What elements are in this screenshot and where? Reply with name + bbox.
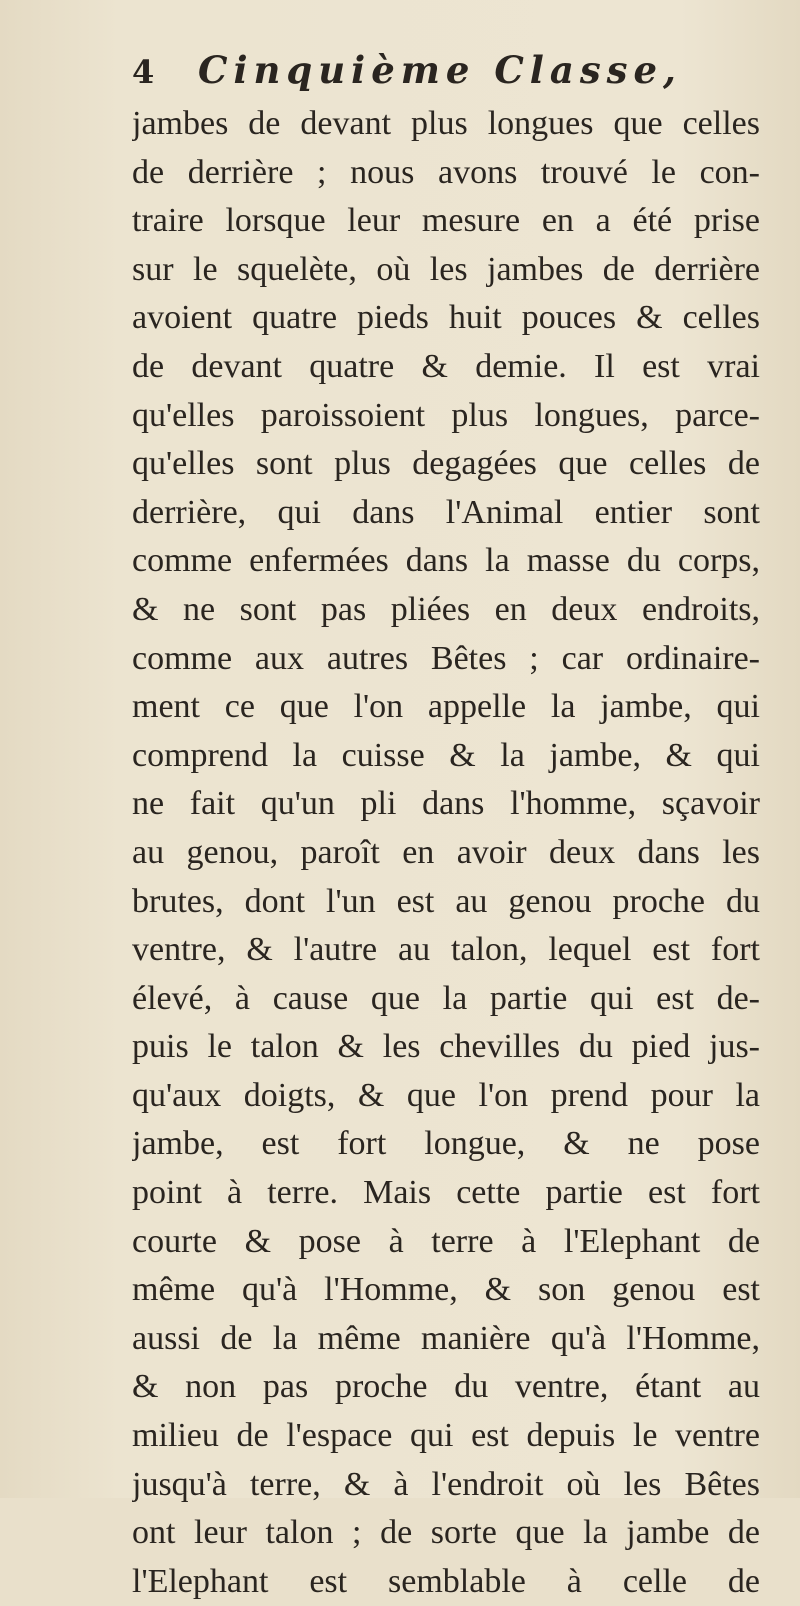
text-line: derrière, qui dans l'Animal entier sont bbox=[132, 493, 760, 531]
text-line: milieu de l'espace qui est depuis le ventre bbox=[132, 1417, 760, 1455]
text-line: aussi de la même manière qu'à l'Homme, bbox=[132, 1319, 760, 1357]
text-line: jambe, est fort longue, & ne pose bbox=[132, 1125, 760, 1163]
text-line: avoient quatre pieds huit pouces & celles bbox=[132, 299, 760, 337]
page-header bbox=[132, 48, 760, 96]
text-line: & ne sont pas pliées en deux endroits, bbox=[132, 590, 760, 628]
text-line: de derrière ; nous avons trouvé le con- bbox=[132, 153, 760, 191]
text-line: & non pas proche du ventre, étant au bbox=[132, 1368, 760, 1406]
text-line: jusqu'à terre, & à l'endroit où les Bêtes bbox=[132, 1465, 760, 1503]
text-line: sur le squelète, où les jambes de derrière bbox=[132, 250, 760, 288]
text-line: au genou, paroît en avoir deux dans les bbox=[132, 833, 760, 871]
text-line: jambes de devant plus longues que celles bbox=[132, 105, 760, 142]
text-line: ment ce que l'on appelle la jambe, qui bbox=[132, 688, 760, 726]
text-line: l'Elephant est semblable à celle de bbox=[132, 1562, 760, 1600]
text-line: brutes, dont l'un est au genou proche du bbox=[132, 882, 760, 920]
text-line: qu'elles sont plus degagées que celles de bbox=[132, 445, 760, 483]
text-line: courte & pose à terre à l'Elephant de bbox=[132, 1222, 760, 1260]
running-head: Cinquième Classe, bbox=[198, 48, 682, 92]
body-text bbox=[132, 100, 760, 1606]
text-line: élevé, à cause que la partie qui est de- bbox=[132, 979, 760, 1017]
page-number: 4 bbox=[132, 53, 155, 91]
text-line: comme aux autres Bêtes ; car ordinaire- bbox=[132, 639, 760, 677]
text-line: traire lorsque leur mesure en a été prise bbox=[132, 202, 760, 240]
text-line: ventre, & l'autre au talon, lequel est fort bbox=[132, 931, 760, 969]
text-line: qu'aux doigts, & que l'on prend pour la bbox=[132, 1076, 760, 1114]
text-line: comprend la cuisse & la jambe, & qui bbox=[132, 736, 760, 774]
text-line: même qu'à l'Homme, & son genou est bbox=[132, 1271, 760, 1309]
text-line: comme enfermées dans la masse du corps, bbox=[132, 542, 760, 580]
text-line: qu'elles paroissoient plus longues, parce- bbox=[132, 396, 760, 434]
text-line: de devant quatre & demie. Il est vrai bbox=[132, 347, 760, 385]
text-line: puis le talon & les chevilles du pied jus- bbox=[132, 1028, 760, 1066]
text-line: ont leur talon ; de sorte que la jambe de bbox=[132, 1514, 760, 1552]
text-line: point à terre. Mais cette partie est fort bbox=[132, 1174, 760, 1212]
text-line: ne fait qu'un pli dans l'homme, sçavoir bbox=[132, 785, 760, 823]
